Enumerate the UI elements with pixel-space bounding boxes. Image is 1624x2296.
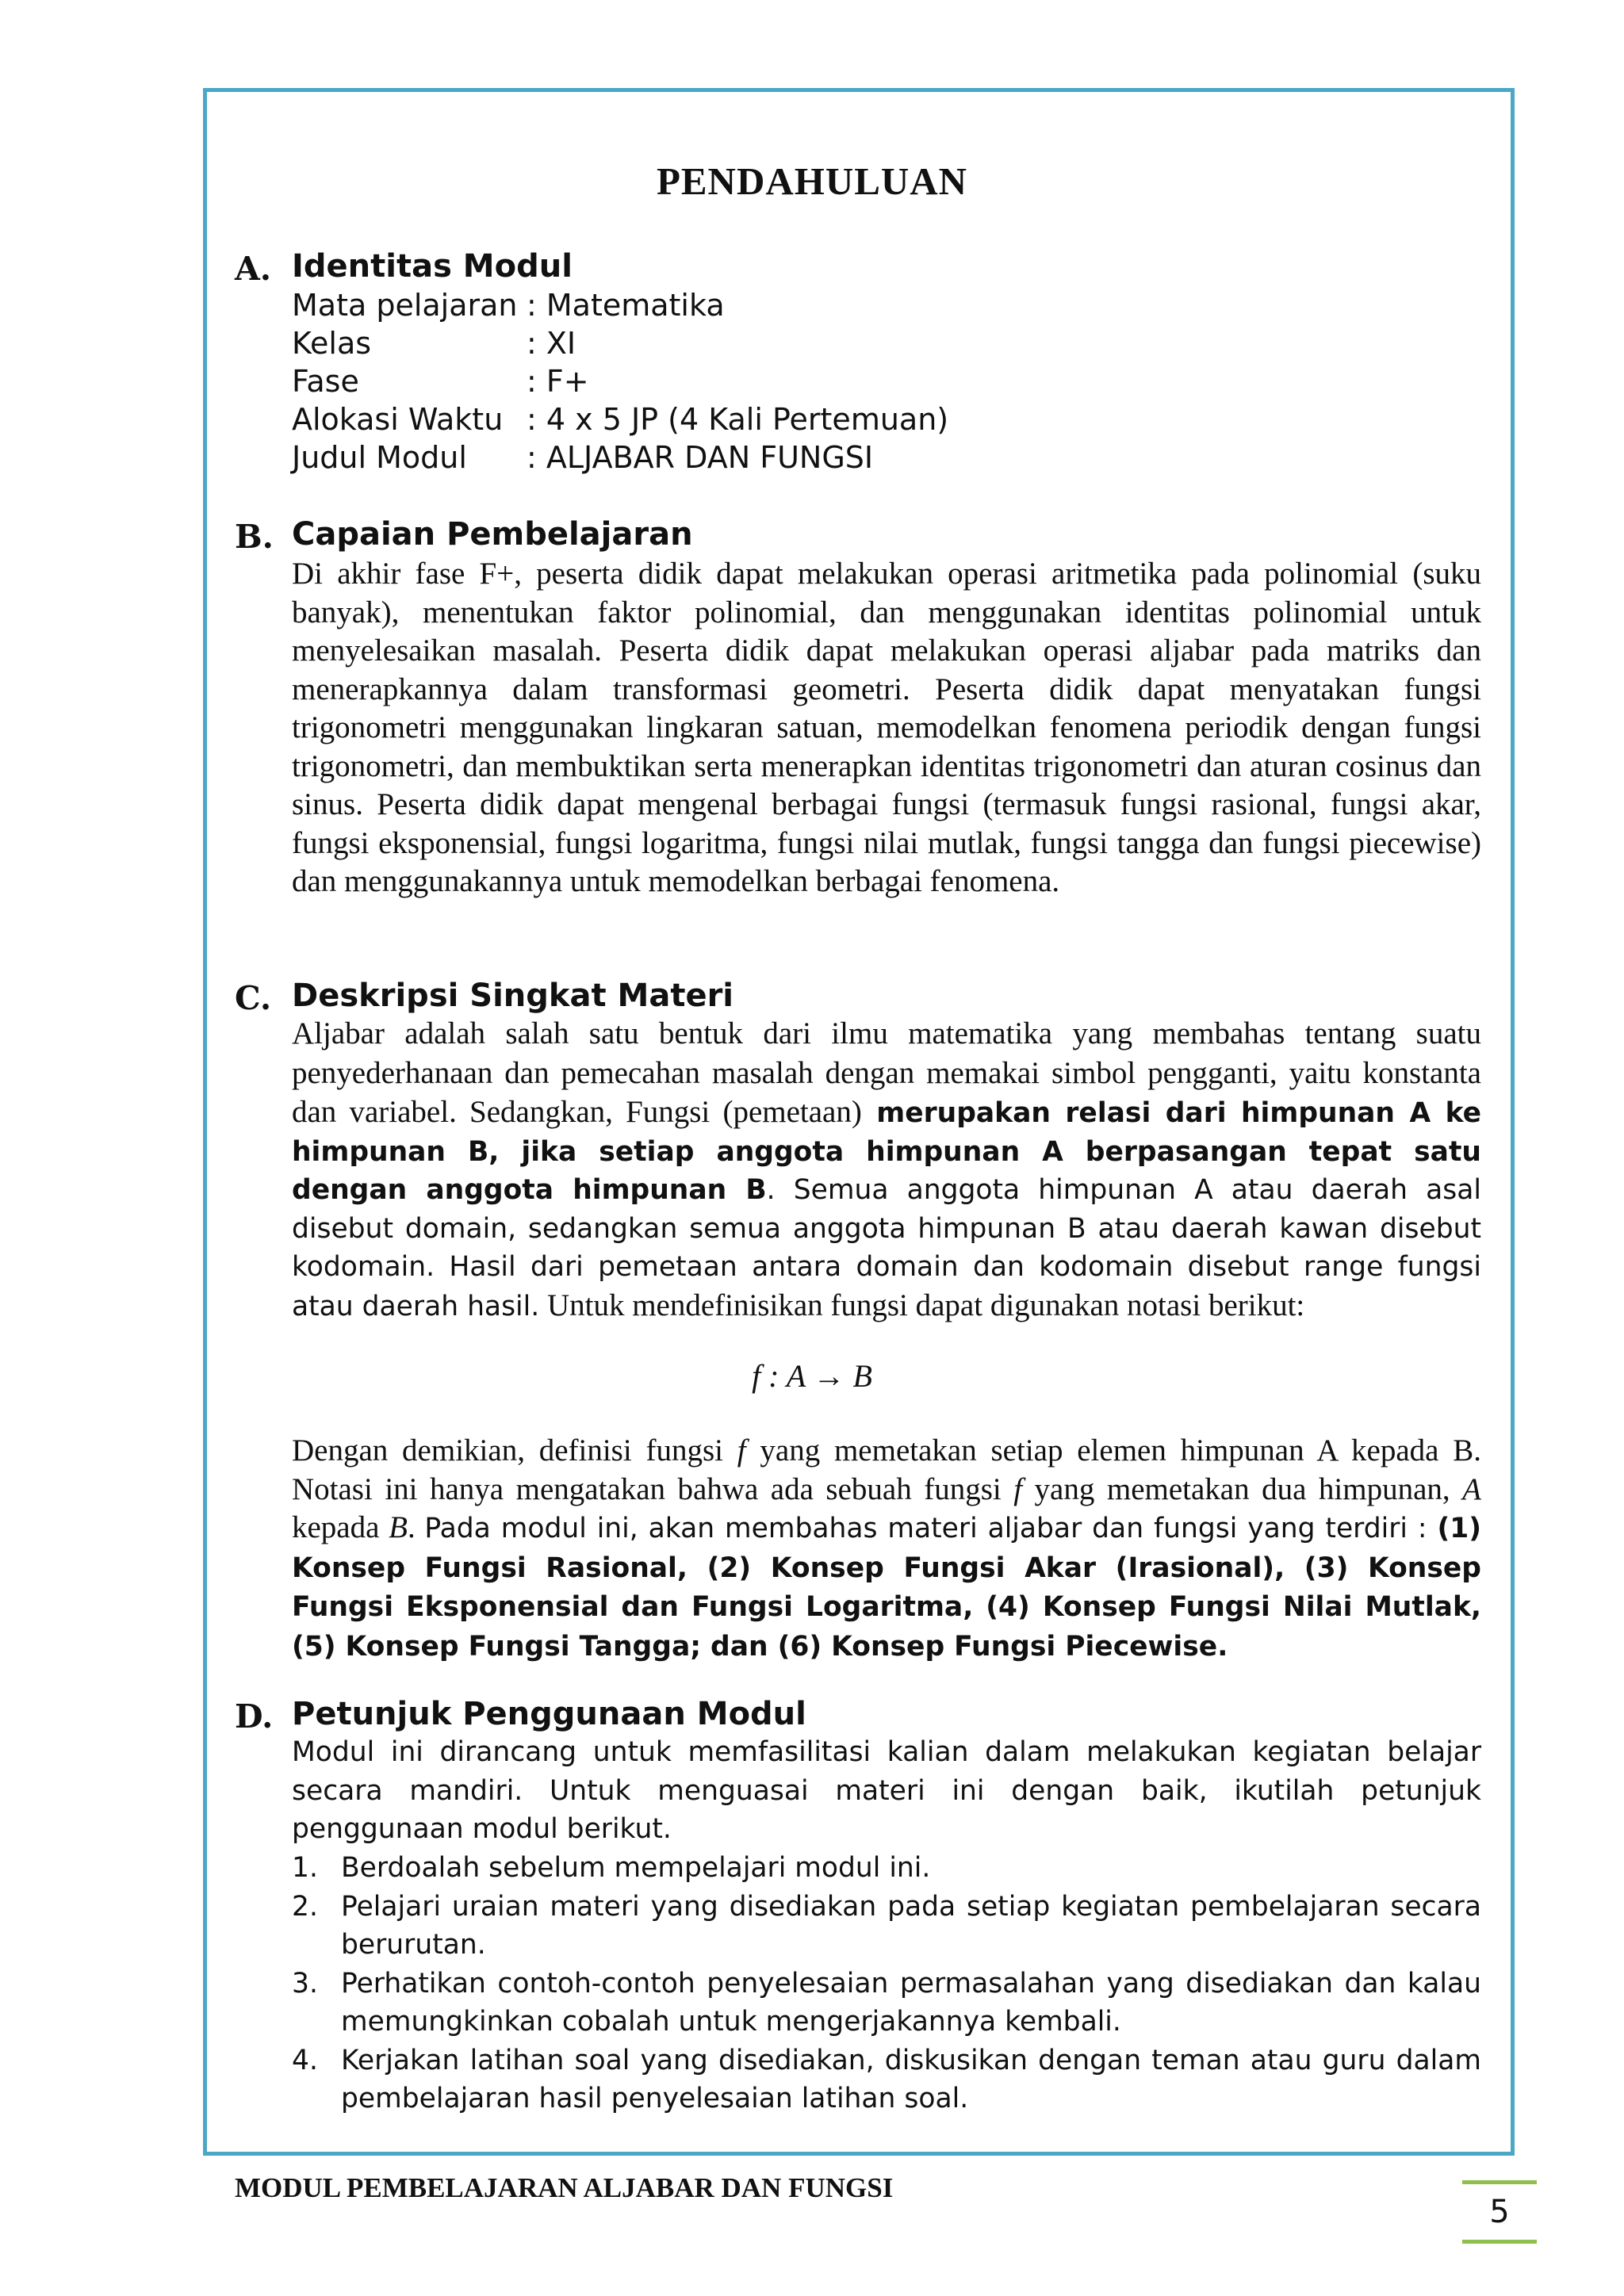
identity-value: : XI xyxy=(527,326,576,361)
identity-label: Kelas xyxy=(292,326,372,361)
usage-intro-text: Modul ini dirancang untuk memfasilitasi kalian dalam melakukan kegiatan belajar secara mandiri. Untuk menguasai materi ini dengan baik, ikutilah petunjuk penggunaan modul berikut. xyxy=(292,1736,1481,1845)
section-c-heading: Deskripsi Singkat Materi xyxy=(292,978,734,1014)
identity-value: : Matematika xyxy=(527,288,725,323)
list-item xyxy=(292,2042,1481,2118)
page-title: PENDAHULUAN xyxy=(656,159,968,203)
description-text: yang memetakan dua himpunan, xyxy=(1022,1471,1463,1506)
identity-label: Mata pelajaran xyxy=(292,288,518,323)
section-d-heading: Petunjuk Penggunaan Modul xyxy=(292,1696,806,1732)
math-symbol: f xyxy=(1013,1471,1023,1506)
identity-value: : 4 x 5 JP (4 Kali Pertemuan) xyxy=(527,402,949,437)
concept-list-bold: (1) Konsep Fungsi Rasional, (2) Konsep Fungsi Akar (Irasional), (3) Konsep Fungsi Eksponensial dan Fungsi Logaritma, (4) Konsep Fungsi Nilai Mutlak, (5) Konsep Fungsi Tangga; dan (6) Konsep Fungsi Piecewise. xyxy=(292,1513,1481,1663)
description-text: . Semua anggota himpunan A atau daerah asal disebut domain, sedangkan semua anggota himpunan B atau daerah kawan disebut kodomain. Hasil dari pemetaan antara domain dan kodomain disebut range fungsi atau daerah hasil. xyxy=(292,1174,1482,1322)
function-notation-formula: f : A → B xyxy=(752,1358,872,1394)
description-text: kepada xyxy=(292,1510,389,1544)
description-text: Pada modul ini, akan membahas materi aljabar dan fungsi yang terdiri : xyxy=(424,1513,1438,1544)
page-number-top-rule xyxy=(1462,2180,1537,2184)
list-item-text: Perhatikan contoh-contoh penyelesaian permasalahan yang disediakan dan kalau memungkinkan cobalah untuk mengerjakannya kembali. xyxy=(341,1967,1481,2038)
list-item-number: 1. xyxy=(292,1852,318,1884)
description-text: . xyxy=(407,1510,425,1544)
page-number-bottom-rule xyxy=(1462,2240,1537,2244)
math-symbol: B xyxy=(389,1510,408,1544)
list-item-text: Kerjakan latihan soal yang disediakan, diskusikan dengan teman atau guru dalam pembelajaran hasil penyelesaian latihan soal. xyxy=(341,2044,1481,2114)
list-item xyxy=(292,1849,1481,1888)
identity-label: Fase xyxy=(292,364,359,399)
usage-instructions-list xyxy=(292,1849,1481,2118)
list-item xyxy=(292,1965,1481,2042)
identity-label: Judul Modul xyxy=(292,440,467,475)
learning-outcomes-text: Di akhir fase F+, peserta didik dapat melakukan operasi aritmetika pada polinomial (suku banyak), menentukan faktor polinomial, dan menggunakan identitas polinomial untuk menyelesaikan masalah. Peserta didik dapat melakukan operasi aljabar pada matriks dan menerapkannya dalam transformasi geometri. Peserta didik dapat menyatakan fungsi trigonometri menggunakan lingkaran satuan, memodelkan fenomena periodik dengan fungsi trigonometri, dan membuktikan serta menerapkan identitas trigonometri dan aturan cosinus dan sinus. Peserta didik dapat mengenal berbagai fungsi (termasuk fungsi rasional, fungsi akar, fungsi eksponensial, fungsi logaritma, fungsi nilai mutlak, fungsi tangga dan fungsi piecewise) dan menggunakannya untuk memodelkan berbagai fenomena. xyxy=(292,557,1481,898)
list-item-number: 2. xyxy=(292,1890,318,1923)
identity-label: Alokasi Waktu xyxy=(292,402,504,437)
section-d-letter: D. xyxy=(235,1697,274,1735)
list-item xyxy=(292,1888,1481,1965)
list-item-text: Berdoalah sebelum mempelajari modul ini. xyxy=(341,1852,931,1884)
description-text: Dengan demikian, definisi fungsi xyxy=(292,1433,737,1468)
page-number: 5 xyxy=(1489,2194,1510,2230)
list-item-text: Pelajari uraian materi yang disediakan pada setiap kegiatan pembelajaran secara berurutan. xyxy=(341,1890,1481,1961)
page-number-box xyxy=(1462,2180,1537,2244)
footer-module-title: MODUL PEMBELAJARAN ALJABAR DAN FUNGSI xyxy=(235,2172,894,2203)
description-text: Aljabar adalah salah satu bentuk dari ilmu matematika yang membahas tentang suatu penyederhanaan dan pemecahan masalah dengan memakai simbol pengganti, yaitu konstanta dan variabel. Sedangkan, Fungsi (pemetaan) xyxy=(292,1016,1481,1129)
section-a-letter: A. xyxy=(235,250,272,288)
section-b-letter: B. xyxy=(235,518,274,556)
material-description-paragraph xyxy=(292,1015,1481,1326)
section-a-heading: Identitas Modul xyxy=(292,248,573,285)
description-text: yang memetakan setiap elemen himpunan A kepada B. Notasi ini hanya mengatakan bahwa ada sebuah fungsi xyxy=(292,1433,1481,1506)
section-c-letter: C. xyxy=(235,979,272,1017)
list-item-number: 3. xyxy=(292,1967,318,1999)
identity-value: : ALJABAR DAN FUNGSI xyxy=(527,440,874,475)
math-symbol: A xyxy=(1462,1471,1481,1506)
material-description-paragraph-2 xyxy=(292,1432,1481,1666)
section-b-heading: Capaian Pembelajaran xyxy=(292,516,693,553)
list-item-number: 4. xyxy=(292,2044,318,2076)
function-definition-bold: merupakan relasi dari himpunan A ke himpunan B, jika setiap anggota himpunan A berpasangan tepat satu dengan anggota himpunan B xyxy=(292,1097,1481,1206)
math-symbol: f xyxy=(737,1433,746,1468)
description-text: Untuk mendefinisikan fungsi dapat digunakan notasi berikut: xyxy=(539,1288,1305,1322)
identity-value: : F+ xyxy=(527,364,589,399)
